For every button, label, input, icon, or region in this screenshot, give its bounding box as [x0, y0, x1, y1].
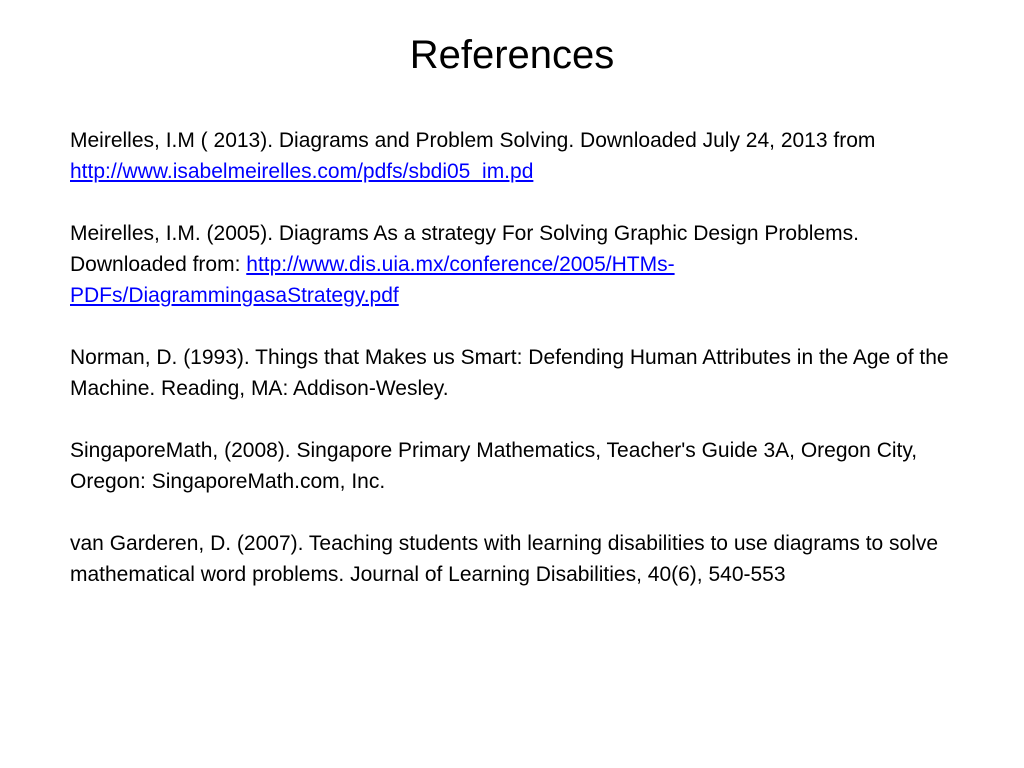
- reference-text: Norman, D. (1993). Things that Makes us Smart: Defending Human Attributes in the Age of the Machine. Reading, MA: Addison-Wesley.: [70, 346, 949, 400]
- reference-text: Meirelles, I.M ( 2013). Diagrams and Problem Solving. Downloaded July 24, 2013 from: [70, 129, 876, 152]
- reference-text: SingaporeMath, (2008). Singapore Primary Mathematics, Teacher's Guide 3A, Oregon City, Oregon: SingaporeMath.com, Inc.: [70, 439, 918, 493]
- reference-text: Meirelles, I.M. (2005). Diagrams As a strategy For Solving Graphic Design Problems. Downloaded from:: [70, 222, 859, 276]
- reference-item: [70, 125, 950, 187]
- reference-link[interactable]: http://www.dis.uia.mx/conference/2005/HTMs-PDFs/DiagrammingasaStrategy.pdf: [70, 253, 675, 307]
- reference-text: van Garderen, D. (2007). Teaching students with learning disabilities to use diagrams to solve mathematical word problems. Journal of Learning Disabilities, 40(6), 540-553: [70, 532, 939, 586]
- reference-link[interactable]: http://www.isabelmeirelles.com/pdfs/sbdi05_im.pd: [70, 160, 534, 183]
- slide-title: References: [409, 33, 615, 77]
- reference-list: [70, 125, 950, 621]
- reference-item: [70, 218, 950, 311]
- reference-item: [70, 528, 950, 590]
- reference-item: [70, 342, 950, 404]
- reference-item: [70, 435, 950, 497]
